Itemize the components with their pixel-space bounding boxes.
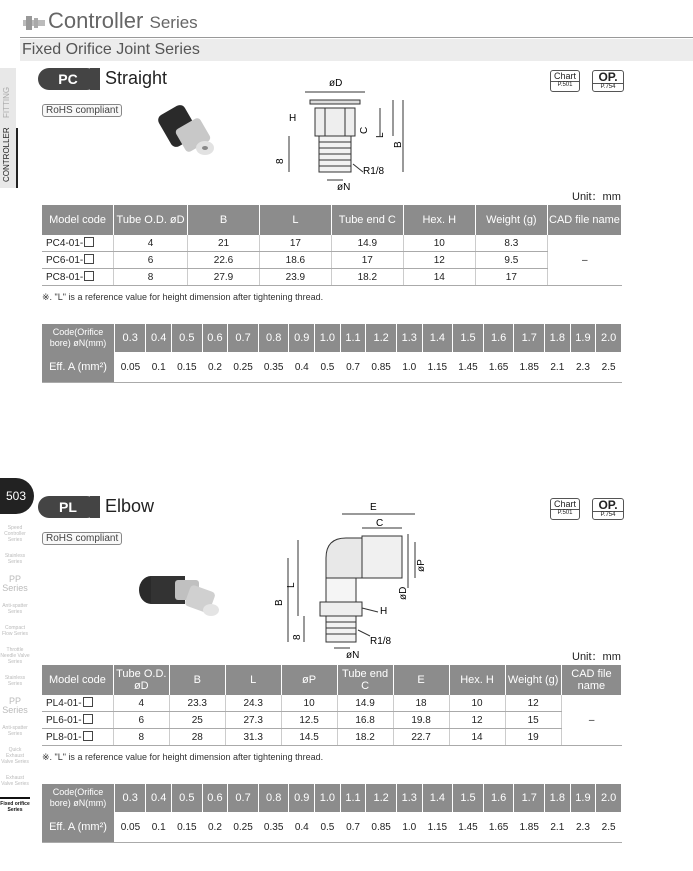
table-row: Eff. A (mm²) 0.05 0.1 0.15 0.2 0.25 0.35 0.4 0.5 0.7 0.85 1.0 1.15 1.45 1.65 1.85 2.1 2.3 2.5 <box>42 352 622 383</box>
eff-area-cell: 2.1 <box>545 352 571 383</box>
pc-badge: PC <box>38 68 98 90</box>
orifice-code-cell: 0.9 <box>289 324 315 352</box>
orifice-code-box[interactable] <box>84 237 94 247</box>
table-header-row: Model code Tube O.D. øD B L øP Tube end C E Hex. H Weight (g) CAD file name <box>42 665 622 695</box>
dim-l: L <box>375 132 386 138</box>
eff-area-cell: 0.05 <box>115 812 146 843</box>
eff-area-cell: 0.1 <box>146 812 172 843</box>
op-link-icon[interactable]: OP. P.754 <box>592 70 624 92</box>
table-header-row: Code(Orifice bore) øN(mm) 0.3 0.4 0.5 0.6 0.7 0.8 0.9 1.0 1.1 1.2 1.3 1.4 1.5 1.6 1.7 1.8 1.9 2.0 <box>42 324 622 352</box>
table-row: PL6-01- 6 25 27.3 12.5 16.8 19.8 12 15 <box>42 712 622 729</box>
eff-area-cell: 0.05 <box>115 352 146 383</box>
side-item[interactable]: Exhaust Valve Series <box>1 775 29 787</box>
orifice-code-box[interactable] <box>83 697 93 707</box>
orifice-code-cell: 0.4 <box>146 784 172 812</box>
eff-area-cell: 0.5 <box>315 352 341 383</box>
dim-on: øN <box>337 182 351 192</box>
eff-area-cell: 1.0 <box>396 812 422 843</box>
eff-area-cell: 2.5 <box>596 352 622 383</box>
chart-link-icon[interactable]: Chart P.501 <box>550 70 580 92</box>
eff-area-cell: 1.85 <box>514 812 545 843</box>
orifice-code-cell: 0.5 <box>172 324 203 352</box>
eff-area-cell: 1.15 <box>422 812 453 843</box>
product-name-elbow: Elbow <box>105 496 155 516</box>
dim-b: B <box>274 599 285 606</box>
orifice-code-cell: 1.3 <box>396 324 422 352</box>
footnote: ※. "L" is a reference value for height dimension after tightening thread. <box>42 752 324 762</box>
eff-area-cell: 0.5 <box>315 812 341 843</box>
dim-eight: 8 <box>292 634 303 640</box>
eff-area-cell: 2.1 <box>545 812 571 843</box>
eff-area-cell: 2.5 <box>596 812 622 843</box>
side-item[interactable]: Stainless Series <box>4 675 26 687</box>
eff-area-cell: 0.25 <box>228 812 259 843</box>
side-item[interactable]: Anti-spatter Series <box>2 725 28 737</box>
orifice-code-box[interactable] <box>84 271 94 281</box>
eff-area-cell: 0.15 <box>172 352 203 383</box>
footnote: ※. "L" is a reference value for height dimension after tightening thread. <box>42 292 324 302</box>
page-number: 503 <box>0 478 34 514</box>
rohs-badge: RoHS compliant <box>42 532 122 545</box>
dim-l: L <box>286 582 297 588</box>
orifice-code-cell: 2.0 <box>596 784 622 812</box>
eff-area-cell: 1.45 <box>453 352 484 383</box>
op-link-icon[interactable]: OP. P.754 <box>592 498 624 520</box>
table-row: PC4-01- 4 21 17 14.9 10 8.3 – <box>42 235 622 252</box>
straight-fitting-photo <box>155 100 225 170</box>
orifice-code-cell: 1.1 <box>340 324 366 352</box>
eff-area-cell: 1.85 <box>514 352 545 383</box>
eff-area-cell: 1.45 <box>453 812 484 843</box>
unit-label: Unit：mm <box>572 191 621 203</box>
eff-area-cell: 1.0 <box>396 352 422 383</box>
page-subtitle: Fixed Orifice Joint Series <box>22 41 200 58</box>
straight-dimension-drawing <box>275 72 415 192</box>
rohs-badge: RoHS compliant <box>42 104 122 117</box>
orifice-code-cell: 1.6 <box>483 784 514 812</box>
table-header-row: Code(Orifice bore) øN(mm) 0.3 0.4 0.5 0.6 0.7 0.8 0.9 1.0 1.1 1.2 1.3 1.4 1.5 1.6 1.7 1.8 1.9 2.0 <box>42 784 622 812</box>
straight-spec-table <box>42 205 622 286</box>
eff-area-cell: 0.35 <box>258 352 289 383</box>
side-item[interactable]: Speed Controller Series <box>4 525 26 543</box>
orifice-code-box[interactable] <box>83 714 93 724</box>
orifice-code-cell: 0.3 <box>115 784 146 812</box>
table-row: PL8-01- 8 28 31.3 14.5 18.2 22.7 14 19 <box>42 729 622 746</box>
eff-area-cell: 0.7 <box>340 812 366 843</box>
cad-cell: – <box>561 695 621 746</box>
table-row: PL4-01- 4 23.3 24.3 10 14.9 18 10 12 – <box>42 695 622 712</box>
table-row: PC6-01- 6 22.6 18.6 17 12 9.5 <box>42 252 622 269</box>
product-name-straight: Straight <box>105 68 168 88</box>
eff-area-cell: 2.3 <box>570 352 596 383</box>
tab-controller[interactable]: CONTROLLER <box>0 128 18 188</box>
table-row: PC8-01- 8 27.9 23.9 18.2 14 17 <box>42 269 622 286</box>
unit-label: Unit：mm <box>572 651 621 663</box>
orifice-code-cell: 0.6 <box>202 324 228 352</box>
side-item[interactable]: Anti-spatter Series <box>2 603 28 615</box>
elbow-spec-table <box>42 665 622 746</box>
eff-area-cell: 0.4 <box>289 812 315 843</box>
pl-badge: PL <box>38 496 98 518</box>
dim-h: H <box>289 113 297 124</box>
orifice-code-cell: 1.9 <box>570 324 596 352</box>
side-item[interactable]: Quick Exhaust Valve Series <box>1 747 29 765</box>
eff-area-cell: 0.15 <box>172 812 203 843</box>
page-subtitle-bar <box>20 39 693 61</box>
orifice-code-cell: 1.9 <box>570 784 596 812</box>
dim-eight: 8 <box>275 158 286 164</box>
elbow-fitting-photo <box>135 560 225 625</box>
eff-area-cell: 0.85 <box>366 812 397 843</box>
dim-h: H <box>380 606 388 617</box>
chart-link-icon[interactable]: Chart P.501 <box>550 498 580 520</box>
elbow-dimension-drawing <box>270 498 440 663</box>
eff-area-cell: 0.2 <box>202 812 228 843</box>
dim-b: B <box>393 141 404 148</box>
eff-area-cell: 0.85 <box>366 352 397 383</box>
table-row: Eff. A (mm²) 0.05 0.1 0.15 0.2 0.25 0.35 0.4 0.5 0.7 0.85 1.0 1.15 1.45 1.65 1.85 2.1 2.3 2.5 <box>42 812 622 843</box>
cad-cell: – <box>547 235 621 286</box>
table-header-row: Model code Tube O.D. øD B L Tube end C Hex. H Weight (g) CAD file name <box>42 205 622 235</box>
eff-area-cell: 2.3 <box>570 812 596 843</box>
side-item[interactable]: PP Series <box>2 696 28 715</box>
dim-od: øD <box>329 78 343 89</box>
dim-thread: R1/8 <box>363 166 385 177</box>
header-rule <box>20 37 693 38</box>
eff-area-cell: 1.65 <box>483 352 514 383</box>
orifice-code-cell: 1.4 <box>422 784 453 812</box>
orifice-code-cell: 1.5 <box>453 324 484 352</box>
orifice-code-cell: 0.5 <box>172 784 203 812</box>
orifice-code-cell: 0.9 <box>289 784 315 812</box>
dim-c: C <box>359 126 370 134</box>
orifice-code-cell: 0.3 <box>115 324 146 352</box>
dim-thread: R1/8 <box>370 636 392 647</box>
orifice-code-box[interactable] <box>83 731 93 741</box>
side-item[interactable]: Compact Flow Series <box>1 625 29 637</box>
dim-on: øN <box>346 650 360 661</box>
orifice-code-cell: 1.3 <box>396 784 422 812</box>
fitting-logo-icon <box>22 12 46 32</box>
eff-area-cell: 0.7 <box>340 352 366 383</box>
eff-area-cell: 0.1 <box>146 352 172 383</box>
tab-fitting[interactable]: FITTING <box>0 68 16 128</box>
orifice-code-cell: 1.8 <box>545 784 571 812</box>
side-item[interactable]: Throttle Needle Valve Series <box>0 647 30 665</box>
orifice-code-cell: 2.0 <box>596 324 622 352</box>
orifice-code-cell: 0.7 <box>228 324 259 352</box>
elbow-orifice-table <box>42 784 622 843</box>
eff-area-cell: 1.65 <box>483 812 514 843</box>
eff-area-cell: 1.15 <box>422 352 453 383</box>
orifice-code-cell: 0.8 <box>258 784 289 812</box>
dim-e: E <box>370 502 377 513</box>
dim-c: C <box>376 518 384 529</box>
orifice-code-cell: 0.6 <box>202 784 228 812</box>
orifice-code-cell: 0.7 <box>228 784 259 812</box>
side-item[interactable]: Stainless Series <box>4 553 26 565</box>
eff-area-cell: 0.4 <box>289 352 315 383</box>
eff-area-cell: 0.25 <box>228 352 259 383</box>
eff-area-cell: 0.35 <box>258 812 289 843</box>
orifice-code-cell: 1.6 <box>483 324 514 352</box>
orifice-code-cell: 1.4 <box>422 324 453 352</box>
dim-op: øP <box>416 559 427 572</box>
side-series-list <box>0 525 30 823</box>
orifice-code-cell: 1.1 <box>340 784 366 812</box>
orifice-code-cell: 1.2 <box>366 784 397 812</box>
orifice-code-cell: 0.4 <box>146 324 172 352</box>
orifice-code-cell: 0.8 <box>258 324 289 352</box>
orifice-code-cell: 1.5 <box>453 784 484 812</box>
orifice-code-cell: 1.2 <box>366 324 397 352</box>
side-item-active[interactable]: Fixed orifice Series <box>0 797 30 813</box>
orifice-code-cell: 1.7 <box>514 324 545 352</box>
side-item[interactable]: PP Series <box>2 574 28 593</box>
page-title: Controller Series <box>48 8 198 33</box>
eff-area-cell: 0.2 <box>202 352 228 383</box>
orifice-code-cell: 1.7 <box>514 784 545 812</box>
orifice-code-cell: 1.0 <box>315 324 341 352</box>
orifice-code-box[interactable] <box>84 254 94 264</box>
dim-od: øD <box>398 586 409 600</box>
orifice-code-cell: 1.8 <box>545 324 571 352</box>
orifice-code-cell: 1.0 <box>315 784 341 812</box>
straight-orifice-table <box>42 324 622 383</box>
